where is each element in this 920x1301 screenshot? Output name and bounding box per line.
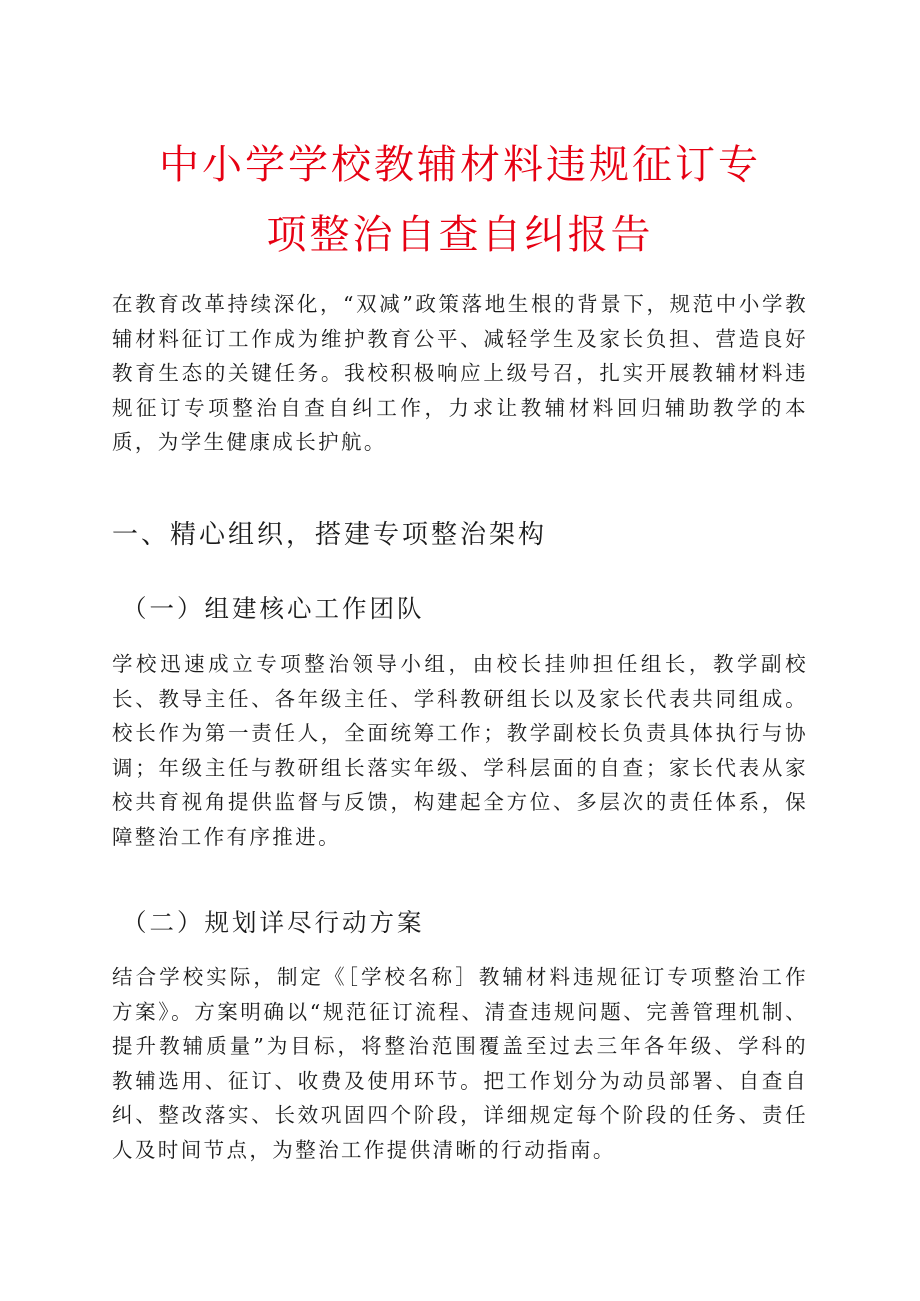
section-1-heading: 一、精心组织，搭建专项整治架构 xyxy=(112,520,548,550)
intro-paragraph: 在教育改革持续深化，“双减”政策落地生根的背景下，规范中小学教辅材料征订工作成为维护教育公平、减轻学生及家长负担、营造良好教育生态的关键任务。我校积极响应上级号召，扎实开展教辅材料违规征订专项整治自查自纠工作，力求让教辅材料回归辅助教学的本质，为学生健康成长护航。 xyxy=(112,292,808,455)
subsection-1-heading: （一）组建核心工作团队 xyxy=(122,594,425,623)
subsection-2-heading: （二）规划详尽行动方案 xyxy=(122,908,425,937)
document-title-line-2: 项整治自查自纠报告 xyxy=(266,212,654,258)
subsection-2-paragraph: 结合学校实际，制定《［学校名称］教辅材料违规征订专项整治工作方案》。方案明确以“规范征订流程、清查违规问题、完善管理机制、提升教辅质量”为目标，将整治范围覆盖至过去三年各年级、学科的教辅选用、征订、收费及使用环节。把工作划分为动员部署、自查自纠、整改落实、长效巩固四个阶段，详细规定每个阶段的任务、责任人及时间节点，为整治工作提供清晰的行动指南。 xyxy=(112,965,808,1162)
subsection-1-paragraph: 学校迅速成立专项整治领导小组，由校长挂帅担任组长，教学副校长、教导主任、各年级主任、学科教研组长以及家长代表共同组成。校长作为第一责任人，全面统筹工作；教学副校长负责具体执行与协调；年级主任与教研组长落实年级、学科层面的自查；家长代表从家校共育视角提供监督与反馈，构建起全方位、多层次的责任体系，保障整治工作有序推进。 xyxy=(112,652,808,849)
document-title-line-1: 中小学学校教辅材料违规征订专 xyxy=(159,142,761,188)
